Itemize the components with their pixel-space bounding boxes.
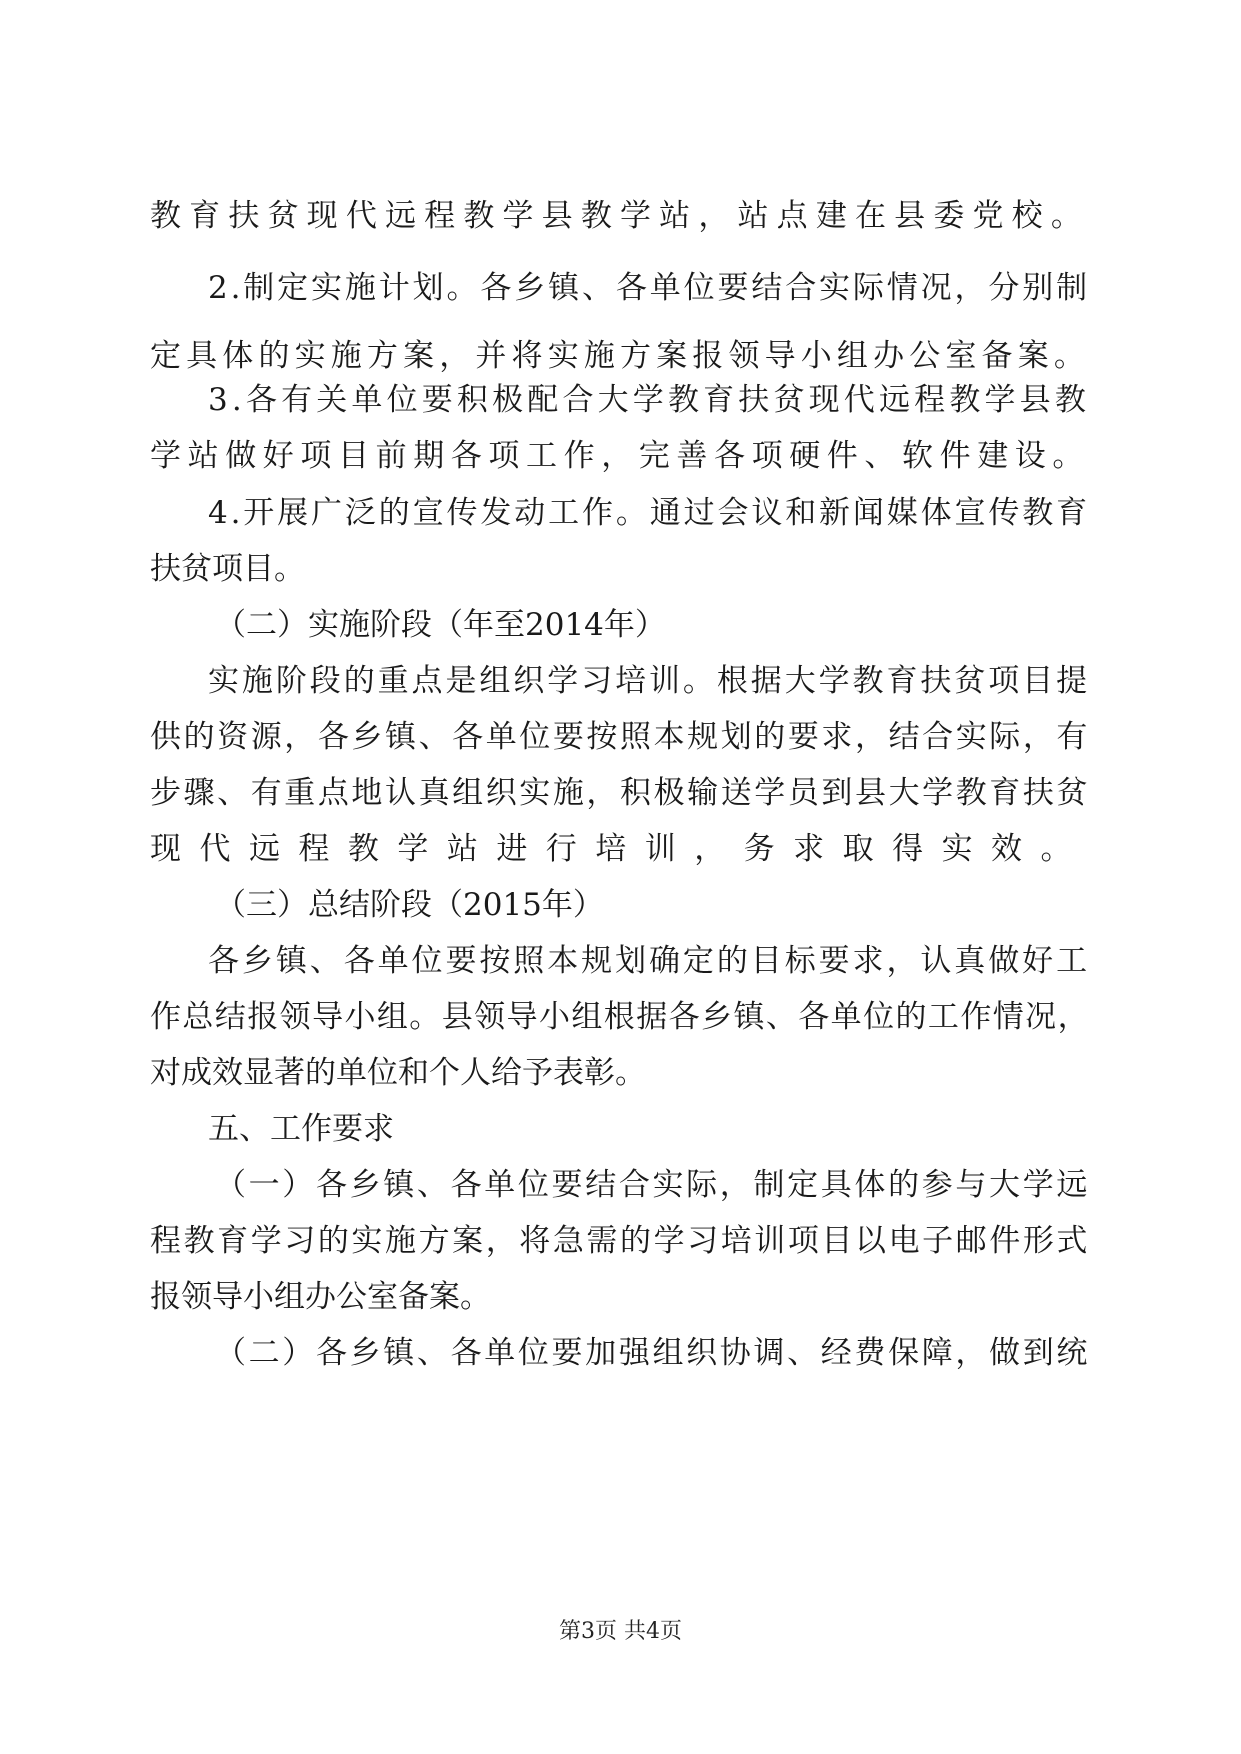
text-line-15: 作总结报领导小组。县领导小组根据各乡镇、各单位的工作情况，	[150, 999, 1090, 1035]
text-line-18: （一）各乡镇、各单位要结合实际，制定具体的参与大学远	[215, 1167, 1090, 1203]
text-line-10: 供的资源，各乡镇、各单位要按照本规划的要求，结合实际，有	[150, 719, 1090, 755]
text-line-12: 现代远程教学站进行培训，务求取得实效。	[150, 831, 1090, 867]
section-heading-summary: （三）总结阶段（2015年）	[215, 887, 604, 923]
text-line-4: 3.各有关单位要积极配合大学教育扶贫现代远程教学县教	[208, 382, 1090, 418]
text-line-9: 实施阶段的重点是组织学习培训。根据大学教育扶贫项目提	[208, 663, 1090, 699]
text-line-16: 对成效显著的单位和个人给予表彰。	[150, 1055, 646, 1091]
text-line-2: 2.制定实施计划。各乡镇、各单位要结合实际情况，分别制	[208, 270, 1090, 306]
text-line-3: 定具体的实施方案，并将实施方案报领导小组办公室备案。	[150, 338, 1090, 374]
text-line-7: 扶贫项目。	[150, 551, 305, 587]
text-line-11: 步骤、有重点地认真组织实施，积极输送学员到县大学教育扶贫	[150, 775, 1090, 811]
text-line-14: 各乡镇、各单位要按照本规划确定的目标要求，认真做好工	[208, 943, 1090, 979]
text-line-5: 学站做好项目前期各项工作，完善各项硬件、软件建设。	[150, 438, 1090, 474]
text-line-1: 教育扶贫现代远程教学县教学站，站点建在县委党校。	[150, 198, 1090, 234]
page-footer: 第3页 共4页	[559, 1619, 682, 1644]
section-heading-implementation: （二）实施阶段（年至2014年）	[215, 607, 666, 643]
section-heading-requirements: 五、工作要求	[208, 1111, 394, 1147]
text-line-20: 报领导小组办公室备案。	[150, 1279, 491, 1315]
text-line-21: （二）各乡镇、各单位要加强组织协调、经费保障，做到统	[215, 1335, 1090, 1371]
text-line-6: 4.开展广泛的宣传发动工作。通过会议和新闻媒体宣传教育	[208, 495, 1090, 531]
text-line-19: 程教育学习的实施方案，将急需的学习培训项目以电子邮件形式	[150, 1223, 1090, 1259]
